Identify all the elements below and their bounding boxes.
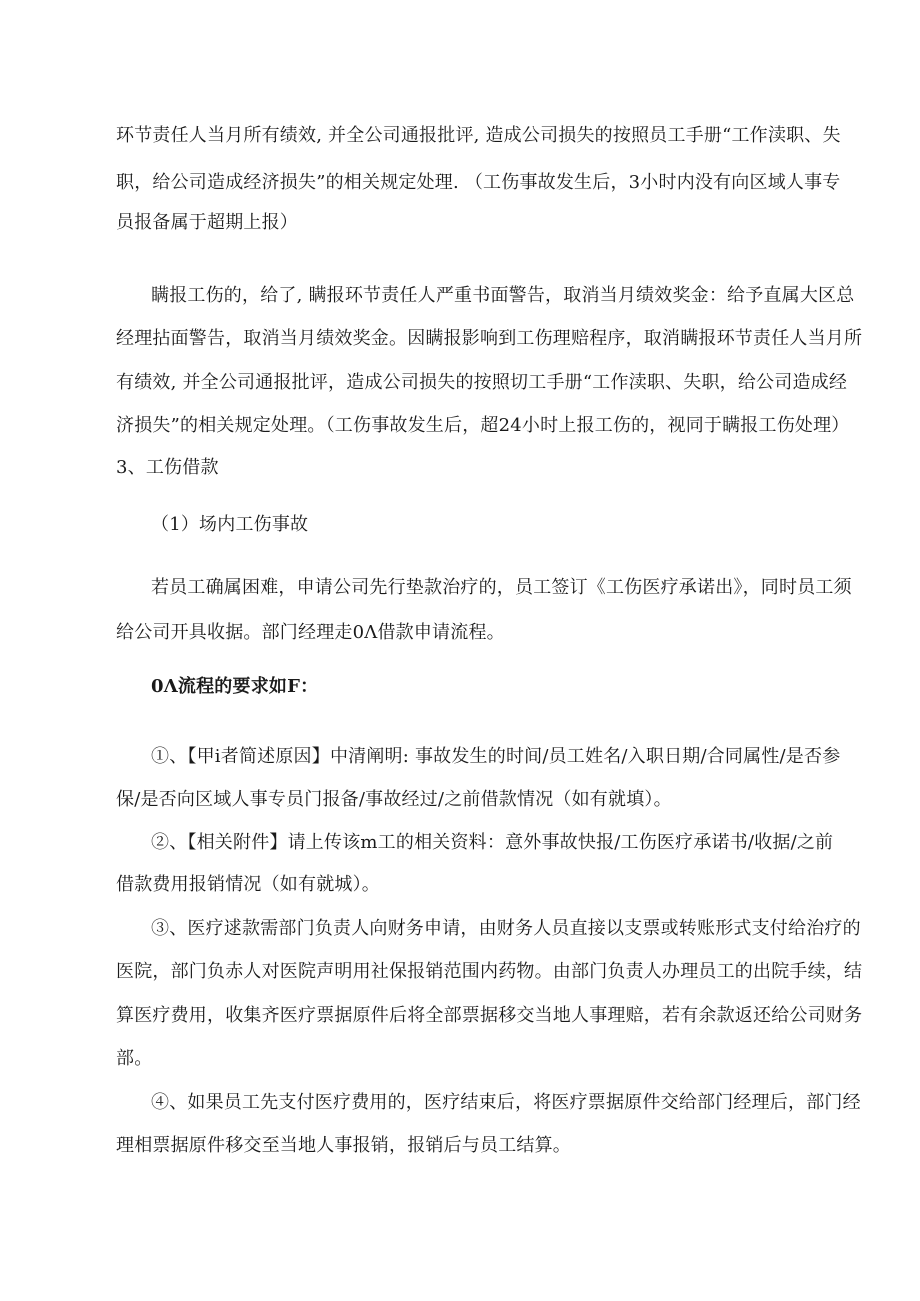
item-2-line-1: ②、【相关附件】请上传该m工的相关资料：意外事故快报/工伤医疗承诺书/收据/之前 (151, 832, 834, 853)
section-heading-3: 3、工伤借款 (116, 457, 219, 478)
item-2-line-2: 借款费用报销情况（如有就城）。 (116, 874, 380, 895)
subsection-heading-1: （1）场内工伤事故 (151, 514, 309, 535)
paragraph-2-line-1: 瞒报工伤的，给了, 瞒报环节责任人严重书面警告，取消当月绩效奖金：给予直属大区总 (151, 285, 855, 306)
paragraph-2-line-3: 有绩效, 并全公司通报批评，造成公司损失的按照切工手册“工作渎职、失职，给公司造成经 (116, 372, 848, 393)
item-3-line-1: ③、医疗逑款需部门负责人向财务申请，由财务人员直接以支票或转账形式支付给治疗的 (151, 918, 861, 939)
item-4-line-1: ④、如果员工先支付医疗费用的，医疗结束后，将医疗票据原件交给部门经理后，部门经 (151, 1092, 861, 1113)
oa-requirements-heading: 0Λ流程的要求如F： (151, 676, 319, 697)
item-3-line-3: 算医疗费用，收集齐医疗票据原件后将全部票据移交当地人事理赔，若有余款返还给公司财务 (116, 1005, 863, 1026)
paragraph-1-line-2: 职，给公司造成经济损失”的相关规定处理. （工伤事故发生后，3小时内没有向区域人事专 (116, 172, 841, 193)
paragraph-3-line-2: 给公司开具收据。部门经理走0Λ借款申请流程。 (116, 622, 505, 643)
item-3-line-4: 部。 (116, 1048, 153, 1069)
item-3-line-2: 医院，部门负赤人对医院声明用社保报销范围内药物。由部门负责人办理员工的出院手续，结 (116, 961, 863, 982)
item-1-line-2: 保/是否向区域人事专员门报备/事故经过/之前借款情况（如有就填）。 (116, 789, 672, 810)
paragraph-3-line-1: 若员工确属困难，申请公司先行垫款治疗的，员工签订《工伤医疗承诺出》，同时员工须 (151, 577, 852, 598)
paragraph-1-line-1: 环节责任人当月所有绩效, 并全公司通报批评, 造成公司损失的按照员工手册“工作渎职、失 (116, 125, 841, 146)
item-4-line-2: 理相票据原件移交至当地人事报销，报销后与员工结算。 (116, 1135, 571, 1156)
paragraph-1-line-3: 员报备属于超期上报） (116, 212, 298, 233)
paragraph-2-line-4: 济损失”的相关规定处理。（工伤事故发生后，超24小时上报工伤的，视同于瞒报工伤处理） (116, 415, 850, 436)
item-1-line-1: ①、【甲i者简述原因】中清阐明: 事故发生的时间/员工姓名/入职日期/合同属性/是否参 (151, 746, 841, 767)
paragraph-2-line-2: 经理拈面警告，取消当月绩效奖金。因瞒报影响到工伤理赔程序，取消瞒报环节责任人当月所 (116, 328, 863, 349)
